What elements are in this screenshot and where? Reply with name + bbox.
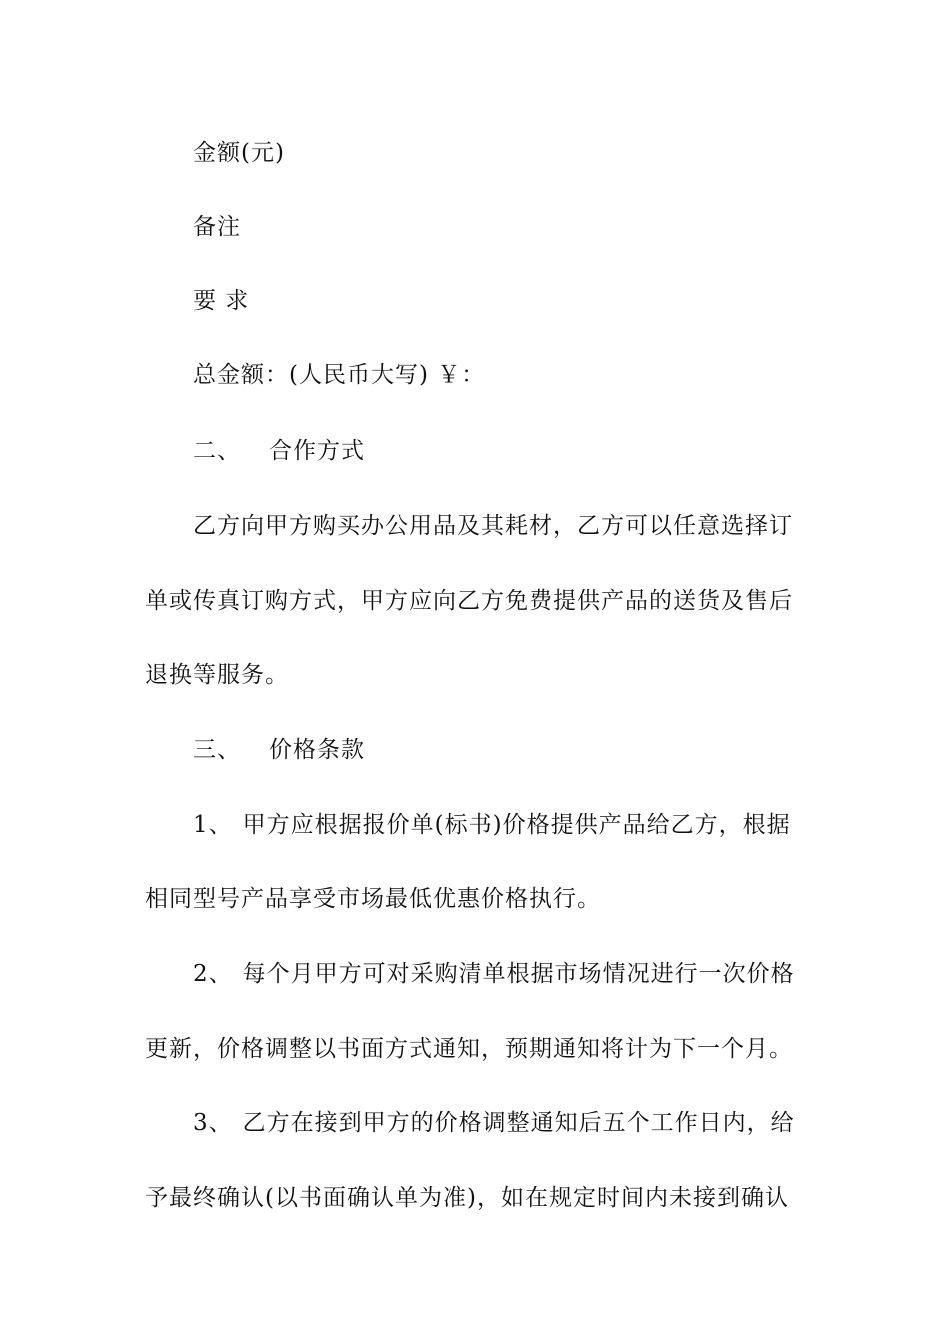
clause-2-text: 每个月甲方可对采购清单根据市场情况进行一次价格: [242, 961, 795, 987]
clause-3-text: 乙方在接到甲方的价格调整通知后五个工作日内，给: [242, 1110, 795, 1136]
clause-1-text: 甲方应根据报价单(标书)价格提供产品给乙方，根据: [242, 812, 791, 838]
requirements-label-text: 要 求: [193, 288, 250, 314]
clause-3-line: [193, 1108, 813, 1138]
paragraph-line: [145, 586, 815, 616]
clause-3-number: 3、: [193, 1110, 233, 1136]
section-3-heading: [193, 735, 813, 765]
paragraph-text: 更新，价格调整以书面方式通知，预期通知将计为下一个月。: [145, 1036, 793, 1062]
clause-1-number: 1、: [193, 812, 233, 838]
paragraph-text: 单或传真订购方式，甲方应向乙方免费提供产品的送货及售后: [145, 588, 793, 614]
clause-2-line: [193, 959, 813, 989]
total-amount-text: 总金额：(人民币大写) ￥：: [193, 362, 486, 388]
clause-1-line: [193, 810, 813, 840]
paragraph-line: [145, 1034, 815, 1064]
section-3-number: 三、: [193, 737, 241, 763]
remarks-label-text: 备注: [193, 214, 241, 240]
paragraph-line: [193, 511, 813, 541]
paragraph-line: [145, 884, 815, 914]
paragraph-text: 予最终确认(以书面确认单为准)，如在规定时间内未接到确认: [145, 1185, 789, 1211]
section-3-title: 价格条款: [269, 737, 365, 763]
paragraph-line: [145, 1183, 815, 1213]
section-2-heading: [193, 436, 813, 466]
section-2-title: 合作方式: [269, 438, 365, 464]
paragraph-text: 退换等服务。: [145, 662, 289, 688]
clause-2-number: 2、: [193, 961, 233, 987]
paragraph-text: 相同型号产品享受市场最低优惠价格执行。: [145, 886, 601, 912]
paragraph-line: [145, 660, 815, 690]
remarks-label: [193, 212, 813, 242]
paragraph-text: 乙方向甲方购买办公用品及其耗材，乙方可以任意选择订: [193, 513, 793, 539]
section-2-number: 二、: [193, 438, 241, 464]
amount-label-text: 金额(元): [193, 140, 285, 166]
requirements-label: [193, 286, 813, 316]
amount-label: [193, 138, 813, 168]
total-amount-line: [193, 360, 813, 390]
